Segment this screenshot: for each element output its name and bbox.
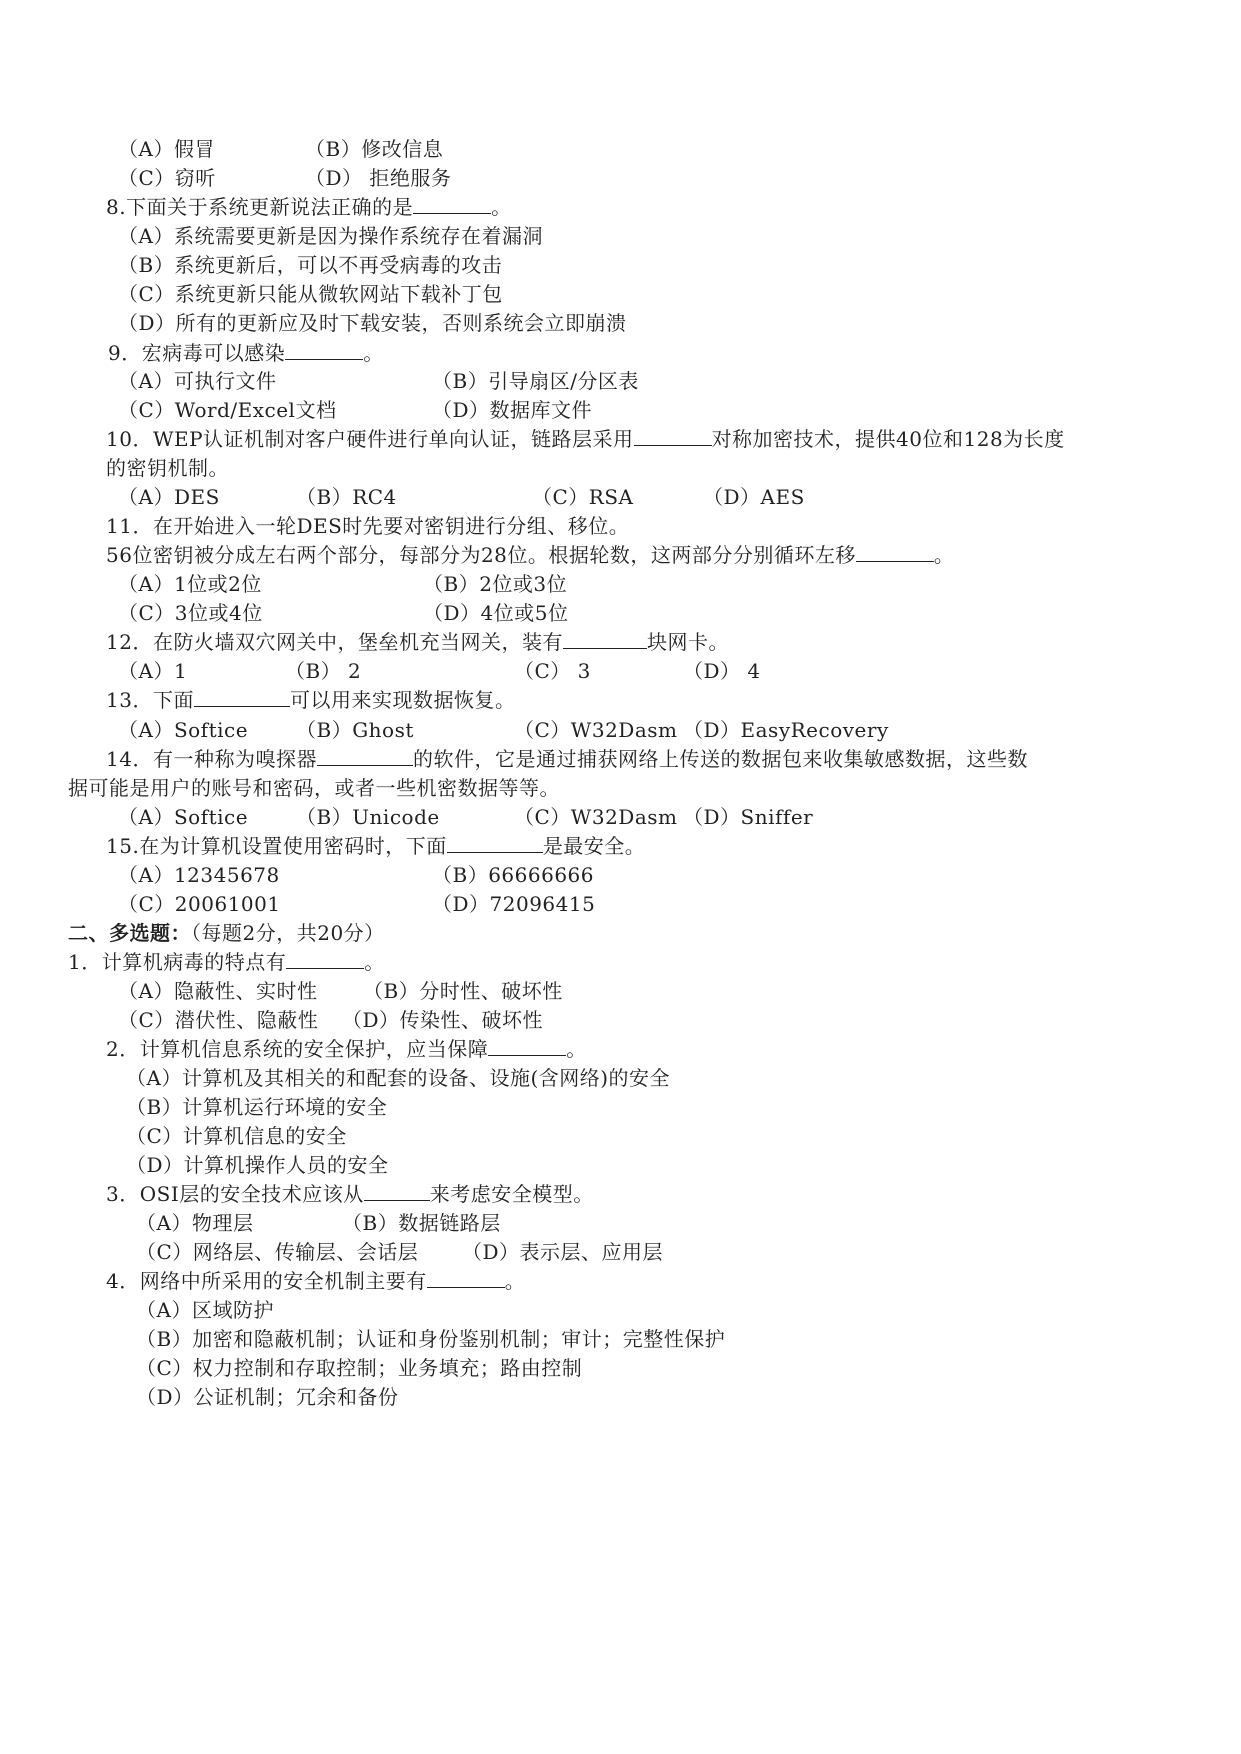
q13-option-a: （A）Softice [118,718,249,742]
q10-option-a: （A）DES [118,485,220,509]
q15-option-b: （B）66666666 [432,863,594,887]
answer-blank [488,1037,566,1056]
q11-option-d: （D）4位或5位 [423,601,569,625]
q10-option-c: （C）RSA [532,485,634,509]
q8-stem: 8.下面关于系统更新说法正确的是 。 [106,195,512,219]
p2-q3-stem: 3．OSI层的安全技术应该从 来考虑安全模型。 [106,1182,594,1206]
q10-stem-line2: 的密钥机制。 [106,456,229,480]
q9-stem: 9．宏病毒可以感染 。 [108,341,384,365]
q9-option-a: （A）可执行文件 [118,369,277,393]
p2-q3-option-a: （A）物理层 [136,1211,254,1235]
q13-stem: 13．下面 可以用来实现数据恢复。 [106,688,516,712]
q13-option-b: （B）Ghost [296,718,414,742]
q14-option-a: （A）Softice [118,805,249,829]
q12-stem: 12．在防火墙双穴网关中，堡垒机充当网关，装有 块网卡。 [106,630,729,654]
q10-stem: 10．WEP认证机制对客户硬件进行单向认证，链路层采用 对称加密技术，提供40位和128为长度 [106,427,1065,451]
q12-option-d: （D） 4 [683,659,761,683]
p2-q4-option-d: （D）公证机制；冗余和备份 [136,1385,399,1409]
p2-q2-option-c: （C）计算机信息的安全 [126,1124,347,1148]
q10-option-d: （D）AES [703,485,805,509]
q15-option-a: （A）12345678 [118,863,280,887]
answer-blank [317,747,413,766]
q14-option-b: （B）Unicode [296,805,440,829]
p2-q1-option-c: （C）潜伏性、隐蔽性 [118,1008,319,1032]
q11-stem: 11．在开始进入一轮DES时先要对密钥进行分组、移位。 [106,514,630,538]
p2-q3-option-c: （C）网络层、传输层、会话层 [136,1240,419,1264]
q7-option-a: （A）假冒 [118,137,215,161]
p2-q2-stem: 2．计算机信息系统的安全保护，应当保障 。 [106,1037,587,1061]
p2-q1-option-a: （A）隐蔽性、实时性 [118,979,318,1003]
answer-blank [856,543,934,562]
q8-option-d: （D）所有的更新应及时下载安装，否则系统会立即崩溃 [118,311,627,335]
q9-option-c: （C）Word/Excel文档 [118,398,337,422]
q8-option-a: （A）系统需要更新是因为操作系统存在着漏洞 [118,224,543,248]
q7-option-d: （D） 拒绝服务 [305,166,452,190]
p2-q1-option-b: （B）分时性、破坏性 [363,979,563,1003]
answer-blank [563,630,647,649]
p2-q2-option-a: （A）计算机及其相关的和配套的设备、设施(含网络)的安全 [126,1066,671,1090]
p2-q4-option-b: （B）加密和隐蔽机制；认证和身份鉴别机制；审计；完整性保护 [136,1327,726,1351]
q12-option-b: （B） 2 [285,659,362,683]
q15-stem: 15.在为计算机设置使用密码时，下面 是最安全。 [106,834,646,858]
p2-q3-option-b: （B）数据链路层 [342,1211,501,1235]
section-heading-multiple-choice: 二、多选题：（每题2分，共20分） [68,921,385,945]
q7-option-c: （C）窃听 [118,166,216,190]
q14-stem-line2: 据可能是用户的账号和密码，或者一些机密数据等等。 [68,776,560,800]
q14-option-d: （D）Sniffer [683,805,814,829]
answer-blank [427,1269,505,1288]
p2-q2-option-d: （D）计算机操作人员的安全 [126,1153,389,1177]
q11-option-a: （A）1位或2位 [118,572,262,596]
answer-blank [413,195,491,214]
p2-q4-option-c: （C）权力控制和存取控制；业务填充；路由控制 [136,1356,583,1380]
p2-q3-option-d: （D）表示层、应用层 [462,1240,664,1264]
q8-option-c: （C）系统更新只能从微软网站下载补丁包 [118,282,503,306]
answer-blank [364,1182,430,1201]
q9-option-d: （D）数据库文件 [432,398,593,422]
answer-blank [194,688,290,707]
answer-blank [447,834,543,853]
q11-option-b: （B）2位或3位 [423,572,568,596]
q11-option-c: （C）3位或4位 [118,601,263,625]
q12-option-c: （C） 3 [514,659,591,683]
q15-option-c: （C）20061001 [118,892,281,916]
q8-option-b: （B）系统更新后，可以不再受病毒的攻击 [118,253,503,277]
p2-q4-option-a: （A）区域防护 [136,1298,274,1322]
q12-option-a: （A）1 [118,659,188,683]
answer-blank [634,427,712,446]
q14-stem: 14．有一种称为嗅探器 的软件，它是通过捕获网络上传送的数据包来收集敏感数据，这些数 [106,747,1028,771]
q11-stem-line2: 56位密钥被分成左右两个部分，每部分为28位。根据轮数，这两部分分别循环左移 。 [106,543,955,567]
q13-option-d: （D）EasyRecovery [683,718,889,742]
q9-option-b: （B）引导扇区/分区表 [432,369,639,393]
p2-q1-stem: 1．计算机病毒的特点有 。 [68,950,385,974]
q10-option-b: （B）RC4 [296,485,397,509]
p2-q4-stem: 4．网络中所采用的安全机制主要有 。 [106,1269,526,1293]
p2-q1-option-d: （D）传染性、破坏性 [342,1008,544,1032]
q15-option-d: （D）72096415 [432,892,596,916]
answer-blank [286,950,364,969]
p2-q2-option-b: （B）计算机运行环境的安全 [126,1095,388,1119]
q13-option-c: （C）W32Dasm [514,718,678,742]
q7-option-b: （B）修改信息 [305,137,444,161]
answer-blank [285,341,363,360]
q14-option-c: （C）W32Dasm [514,805,678,829]
